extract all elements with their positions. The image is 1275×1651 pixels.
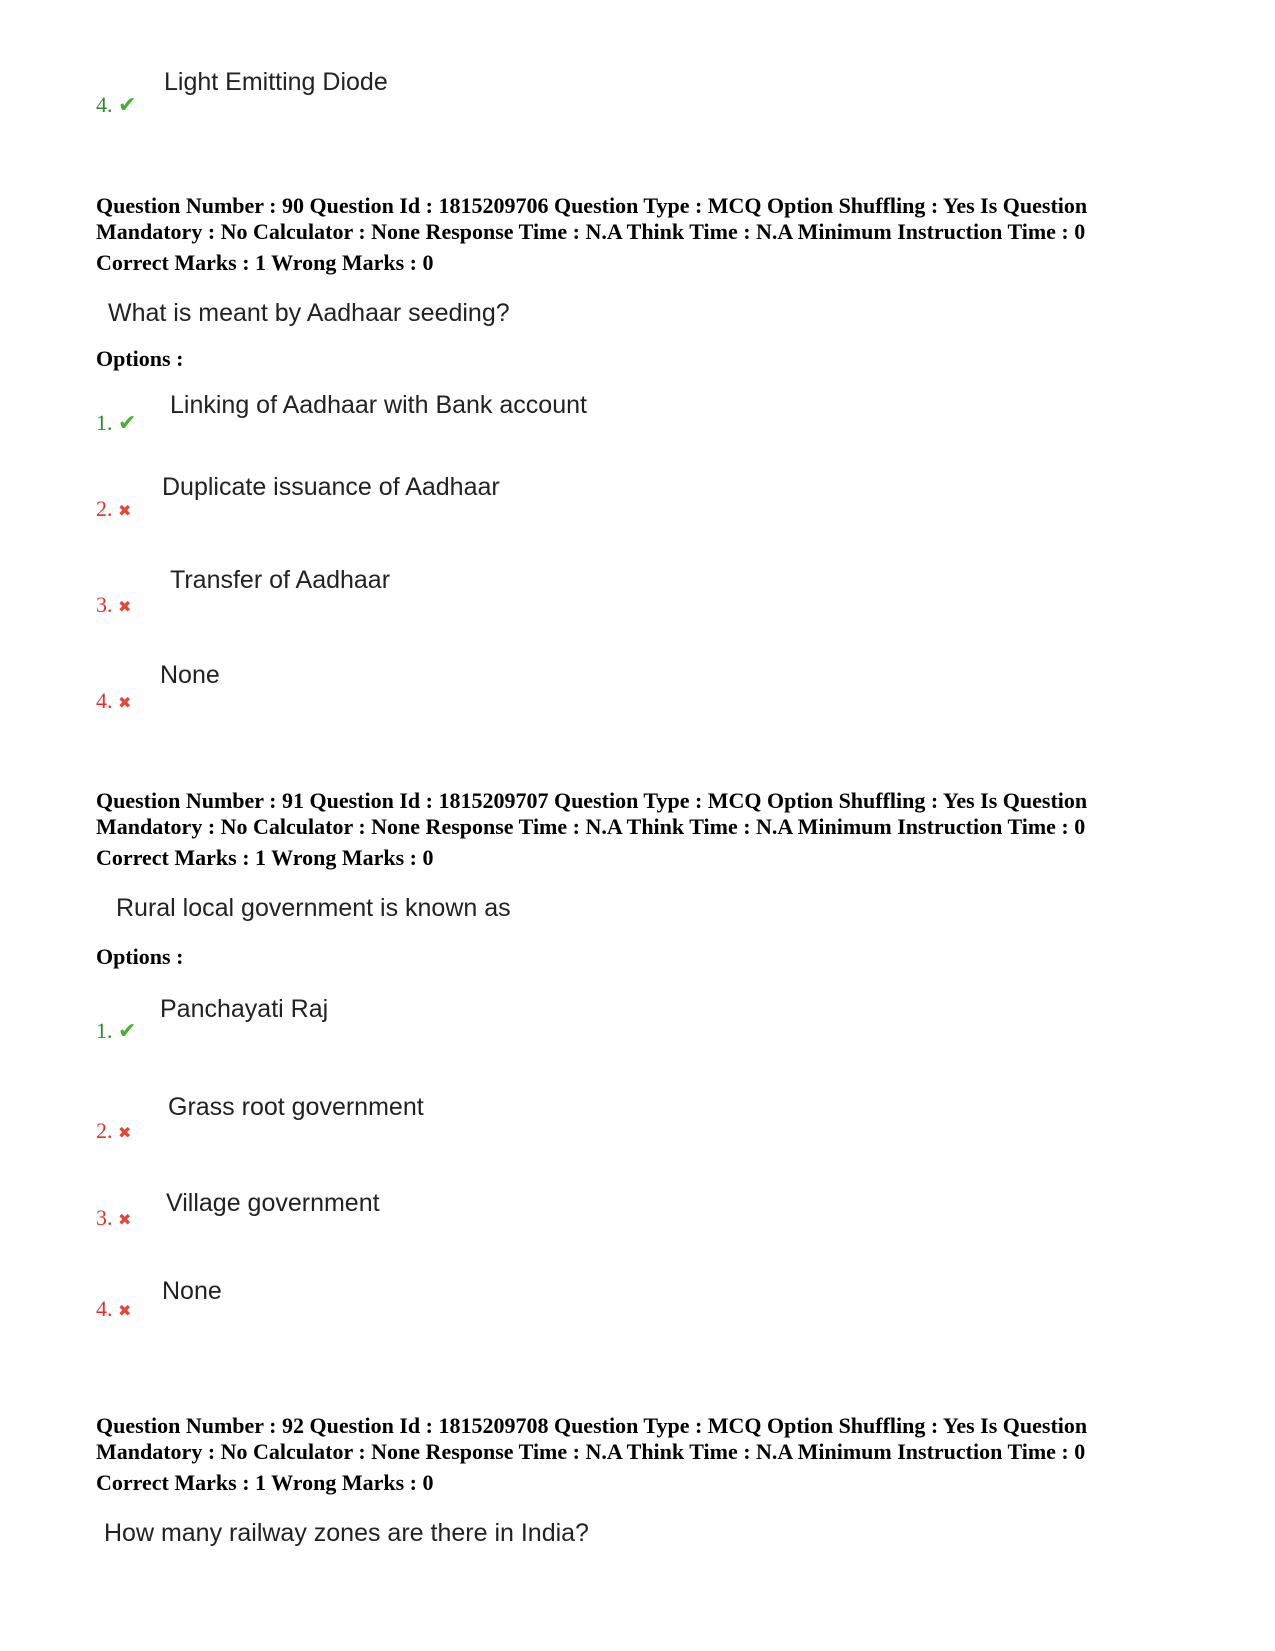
question-meta-line: Mandatory : No Calculator : None Response Time : N.A Think Time : N.A Minimum Instruction Time : 0 xyxy=(96,1439,1086,1464)
option-number xyxy=(96,592,131,620)
option-number xyxy=(96,496,131,524)
cross-icon: ✖ xyxy=(118,1123,132,1142)
option-number xyxy=(96,1018,136,1045)
cross-icon: ✖ xyxy=(118,1210,132,1229)
question-meta-line: Question Number : 90 Question Id : 1815209706 Question Type : MCQ Option Shuffling : Yes Is Question xyxy=(96,193,1088,218)
option-text: Light Emitting Diode xyxy=(164,68,388,96)
option-text: None xyxy=(160,661,220,689)
question-meta xyxy=(96,1413,1176,1465)
cross-icon: ✖ xyxy=(118,501,132,520)
option-text: Grass root government xyxy=(168,1093,424,1121)
option-number-label: 2. xyxy=(96,496,113,521)
option-number xyxy=(96,1205,131,1233)
option-text: Transfer of Aadhaar xyxy=(170,566,391,594)
check-icon: ✔ xyxy=(118,1019,137,1044)
question-meta-line: Mandatory : No Calculator : None Response Time : N.A Think Time : N.A Minimum Instruction Time : 0 xyxy=(96,219,1086,244)
option-number-label: 3. xyxy=(96,592,113,617)
check-icon: ✔ xyxy=(118,411,137,436)
option-number-label: 2. xyxy=(96,1118,113,1143)
option-number-label: 1. xyxy=(96,410,113,435)
option-number-label: 1. xyxy=(96,1018,113,1043)
option-number-label: 3. xyxy=(96,1205,113,1230)
question-marks: Correct Marks : 1 Wrong Marks : 0 xyxy=(96,1470,434,1495)
question-text: What is meant by Aadhaar seeding? xyxy=(108,299,510,327)
question-meta-line: Question Number : 91 Question Id : 1815209707 Question Type : MCQ Option Shuffling : Yes Is Question xyxy=(96,788,1088,813)
question-marks: Correct Marks : 1 Wrong Marks : 0 xyxy=(96,845,434,870)
option-number-label: 4. xyxy=(96,688,113,713)
option-number-label: 4. xyxy=(96,1296,113,1321)
option-number xyxy=(96,1118,131,1146)
check-icon: ✔ xyxy=(118,93,137,118)
option-number-label: 4. xyxy=(96,92,113,117)
options-label: Options : xyxy=(96,944,184,969)
question-meta xyxy=(96,193,1176,245)
question-text: How many railway zones are there in India? xyxy=(104,1519,589,1547)
question-meta-line: Mandatory : No Calculator : None Response Time : N.A Think Time : N.A Minimum Instruction Time : 0 xyxy=(96,814,1086,839)
cross-icon: ✖ xyxy=(118,1301,132,1320)
question-text: Rural local government is known as xyxy=(116,894,511,922)
option-number xyxy=(96,688,131,716)
question-meta xyxy=(96,788,1176,840)
option-text: Village government xyxy=(166,1189,380,1217)
question-meta-line: Question Number : 92 Question Id : 1815209708 Question Type : MCQ Option Shuffling : Yes Is Question xyxy=(96,1413,1088,1438)
cross-icon: ✖ xyxy=(118,693,132,712)
options-label: Options : xyxy=(96,346,184,371)
question-marks: Correct Marks : 1 Wrong Marks : 0 xyxy=(96,250,434,275)
cross-icon: ✖ xyxy=(118,597,132,616)
option-number xyxy=(96,410,136,437)
option-text: Duplicate issuance of Aadhaar xyxy=(162,473,500,501)
option-number xyxy=(96,1296,131,1324)
option-text: None xyxy=(162,1277,222,1305)
option-text: Panchayati Raj xyxy=(160,995,329,1023)
option-text: Linking of Aadhaar with Bank account xyxy=(170,391,587,419)
option-number xyxy=(96,92,136,119)
